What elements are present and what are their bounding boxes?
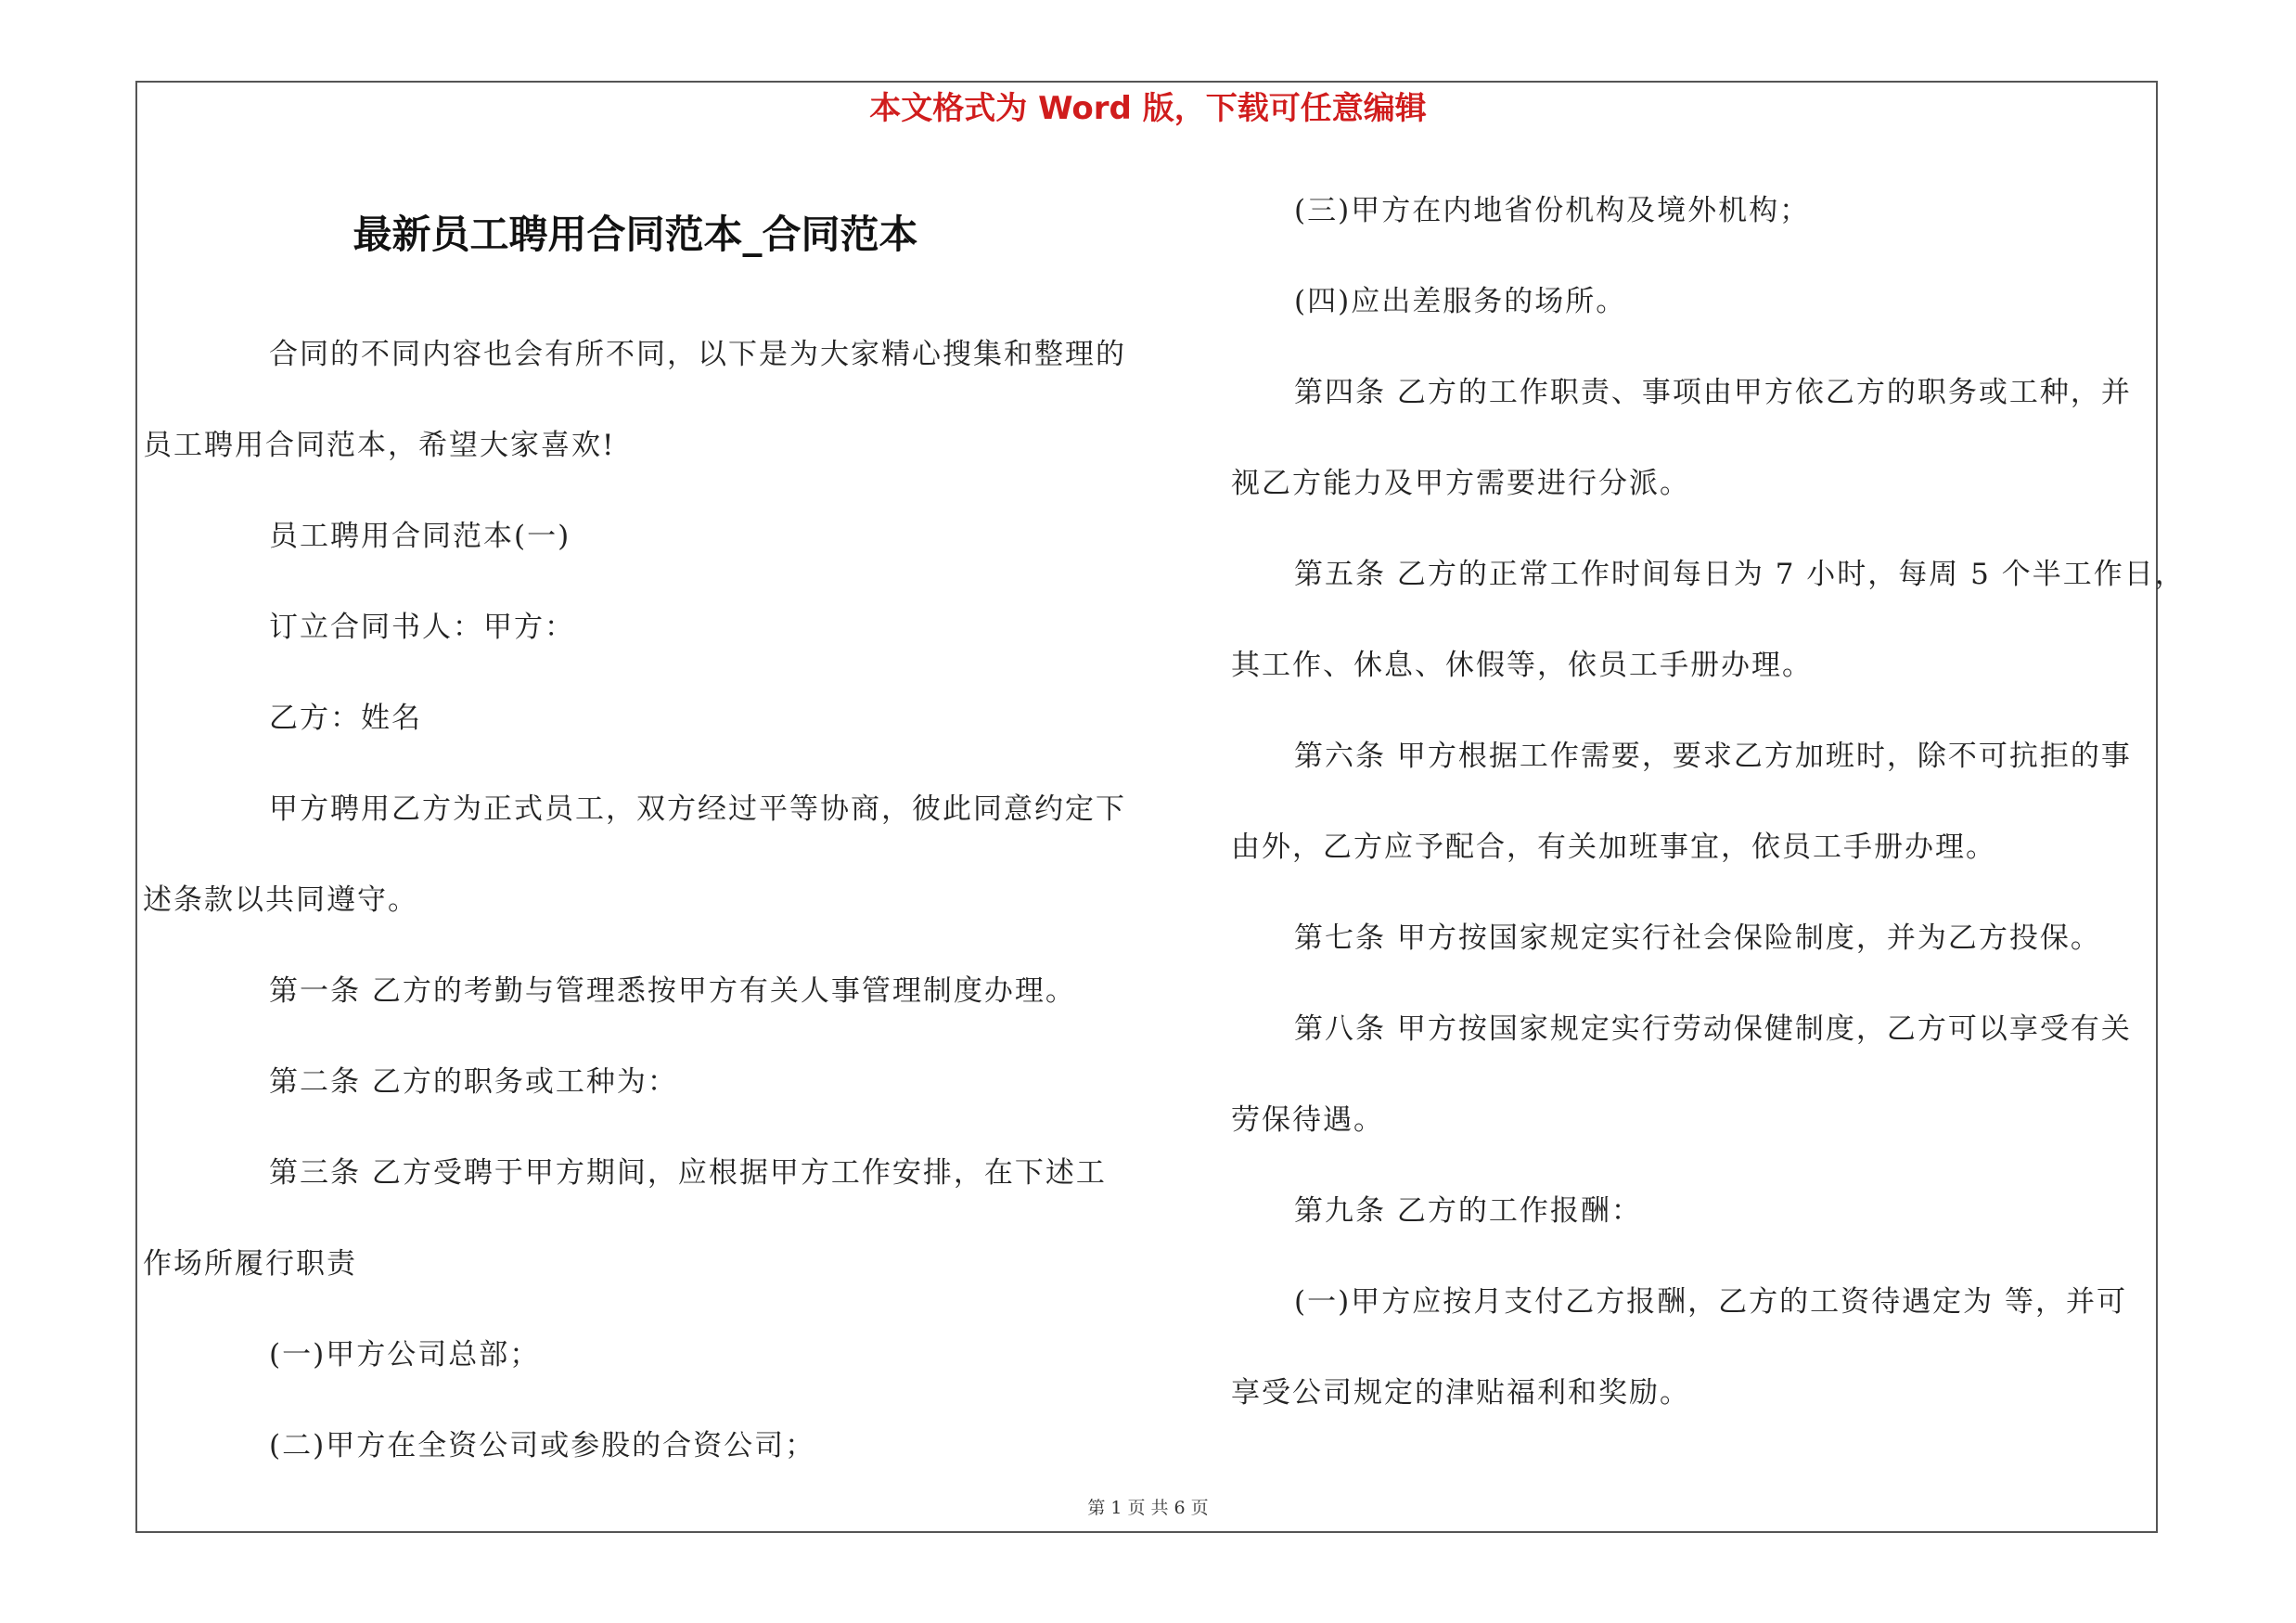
list-item-4 — [1231, 256, 1626, 347]
text-line: 享受公司规定的津贴福利和奖励。 — [1231, 1376, 1690, 1410]
document-title: 最新员工聘用合同范本_合同范本 — [353, 212, 918, 257]
page-number-footer — [0, 1494, 2296, 1522]
article-7 — [1231, 893, 2101, 984]
footer-prefix: 第 — [1087, 1498, 1106, 1518]
article-4 — [1231, 347, 2132, 529]
article-3 — [143, 1127, 1107, 1309]
text-line: 第六条 甲方根据工作需要，要求乙方加班时，除不可抗拒的事 — [1294, 740, 2132, 773]
contract-heading — [206, 491, 571, 582]
current-page-number: 1 — [1110, 1498, 1122, 1518]
text-line: 员工聘用合同范本(一) — [269, 520, 571, 553]
total-pages-number: 6 — [1174, 1498, 1186, 1518]
text-line: 订立合同书人：甲方： — [269, 611, 575, 644]
footer-middle: 页 共 — [1127, 1498, 1169, 1518]
article-8 — [1231, 984, 2132, 1166]
text-line: 视乙方能力及甲方需要进行分派。 — [1231, 467, 1690, 500]
text-line: 第五条 乙方的正常工作时间每日为 7 小时，每周 5 个半工作日， — [1294, 558, 2186, 591]
text-line: 其工作、休息、休假等，依员工手册办理。 — [1231, 649, 1813, 682]
text-line: 甲方聘用乙方为正式员工，双方经过平等协商，彼此同意约定下 — [269, 792, 1126, 826]
list-item-2 — [206, 1400, 815, 1491]
text-line: 第七条 甲方按国家规定实行社会保险制度，并为乙方投保。 — [1294, 921, 2101, 955]
list-item-1 — [206, 1309, 540, 1400]
text-line: 第一条 乙方的考勤与管理悉按甲方有关人事管理制度办理。 — [269, 974, 1076, 1008]
word-format-banner: 本文格式为 Word 版，下载可任意编辑 — [869, 90, 1427, 127]
text-line: (三)甲方在内地省份机构及境外机构； — [1294, 194, 1811, 227]
text-line: (一)甲方应按月支付乙方报酬，乙方的工资待遇定为 等，并可 — [1294, 1285, 2128, 1319]
text-line: 第二条 乙方的职务或工种为： — [269, 1065, 678, 1099]
text-line: 第三条 乙方受聘于甲方期间，应根据甲方工作安排，在下述工 — [269, 1156, 1107, 1190]
text-line: (二)甲方在全资公司或参股的合资公司； — [269, 1429, 816, 1462]
article-9 — [1231, 1166, 1642, 1256]
article-1 — [206, 946, 1076, 1037]
text-line: 第四条 乙方的工作职责、事项由甲方依乙方的职务或工种，并 — [1294, 376, 2132, 409]
text-line: 作场所履行职责 — [143, 1247, 357, 1281]
footer-suffix: 页 — [1190, 1498, 1209, 1518]
text-line: 劳保待遇。 — [1231, 1103, 1384, 1137]
article-6 — [1231, 711, 2132, 893]
text-line: 合同的不同内容也会有所不同，以下是为大家精心搜集和整理的 — [269, 338, 1126, 371]
text-line: (四)应出差服务的场所。 — [1294, 285, 1627, 318]
party-b-line — [206, 673, 422, 764]
text-line: 员工聘用合同范本，希望大家喜欢! — [143, 429, 616, 462]
text-line: 由外，乙方应予配合，有关加班事宜，依员工手册办理。 — [1231, 831, 1996, 864]
text-line: (一)甲方公司总部； — [269, 1338, 541, 1372]
salary-item-1 — [1231, 1256, 2127, 1438]
article-2 — [206, 1037, 678, 1127]
text-line: 乙方：姓名 — [269, 702, 422, 735]
agreement-paragraph — [143, 764, 1126, 946]
signatory-line — [206, 582, 575, 673]
intro-paragraph — [143, 309, 1126, 491]
list-item-3 — [1231, 165, 1810, 256]
text-line: 述条款以共同遵守。 — [143, 883, 418, 917]
text-line: 第九条 乙方的工作报酬： — [1294, 1194, 1642, 1228]
text-line: 第八条 甲方按国家规定实行劳动保健制度，乙方可以享受有关 — [1294, 1012, 2132, 1046]
article-5 — [1231, 529, 2186, 711]
